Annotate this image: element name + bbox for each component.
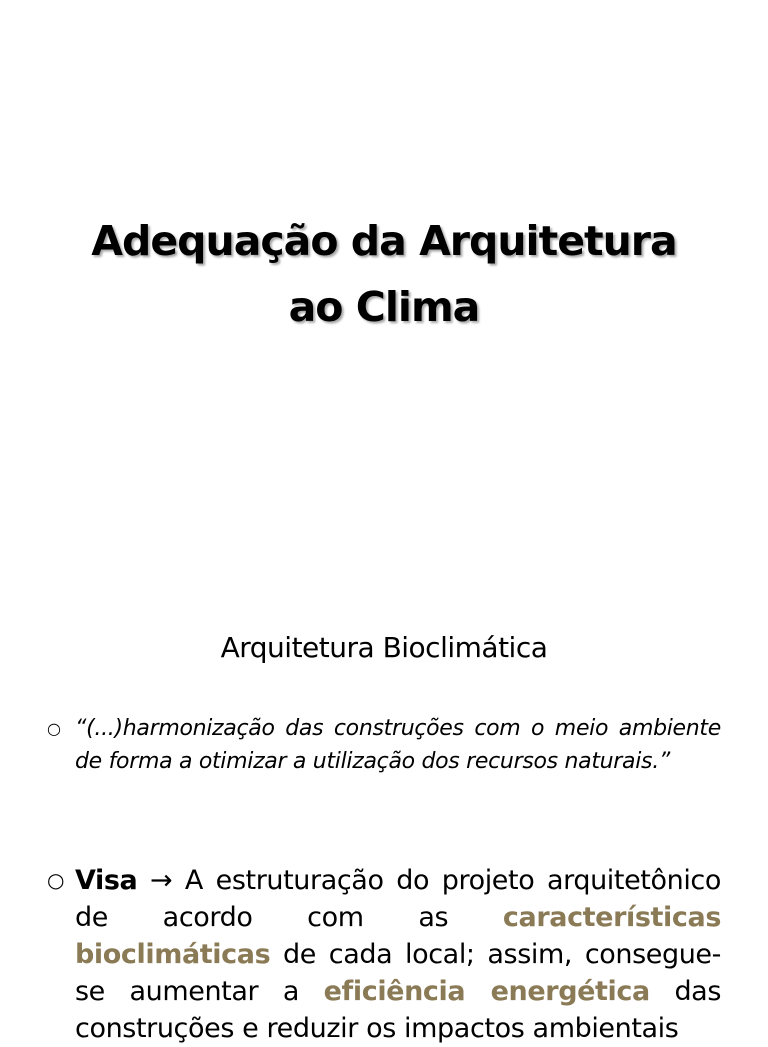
visa-paragraph bbox=[75, 862, 721, 1047]
quote-text: “(...)harmonização das construções com o meio ambiente de forma a otimizar a utilização dos recursos naturais.” bbox=[75, 716, 721, 774]
visa-label: Visa bbox=[75, 865, 138, 896]
visa-text-part-1: A estruturação do projeto arquitetônico de acordo com as bbox=[75, 865, 721, 933]
circle-bullet-icon: ○ bbox=[47, 719, 61, 738]
highlight-bioclimatic: características bioclimáticas bbox=[75, 902, 721, 970]
quote-bullet bbox=[47, 712, 721, 778]
circle-bullet-icon: ○ bbox=[47, 868, 65, 892]
arrow-icon: → bbox=[150, 865, 173, 896]
highlight-energy-efficiency: eficiência energética bbox=[323, 976, 650, 1007]
slide-title-line-1: Adequação da Arquitetura bbox=[91, 217, 677, 265]
visa-text-part-2: de cada local; assim, consegue-se aumentar a bbox=[75, 939, 721, 1007]
visa-text-part-3: das construções e reduzir os impactos ambientais bbox=[75, 976, 721, 1044]
section-subtitle: Arquitetura Bioclimática bbox=[220, 631, 548, 664]
slide-title-line-2: ao Clima bbox=[288, 283, 480, 331]
slide-title bbox=[0, 208, 768, 340]
visa-bullet bbox=[47, 862, 721, 1047]
